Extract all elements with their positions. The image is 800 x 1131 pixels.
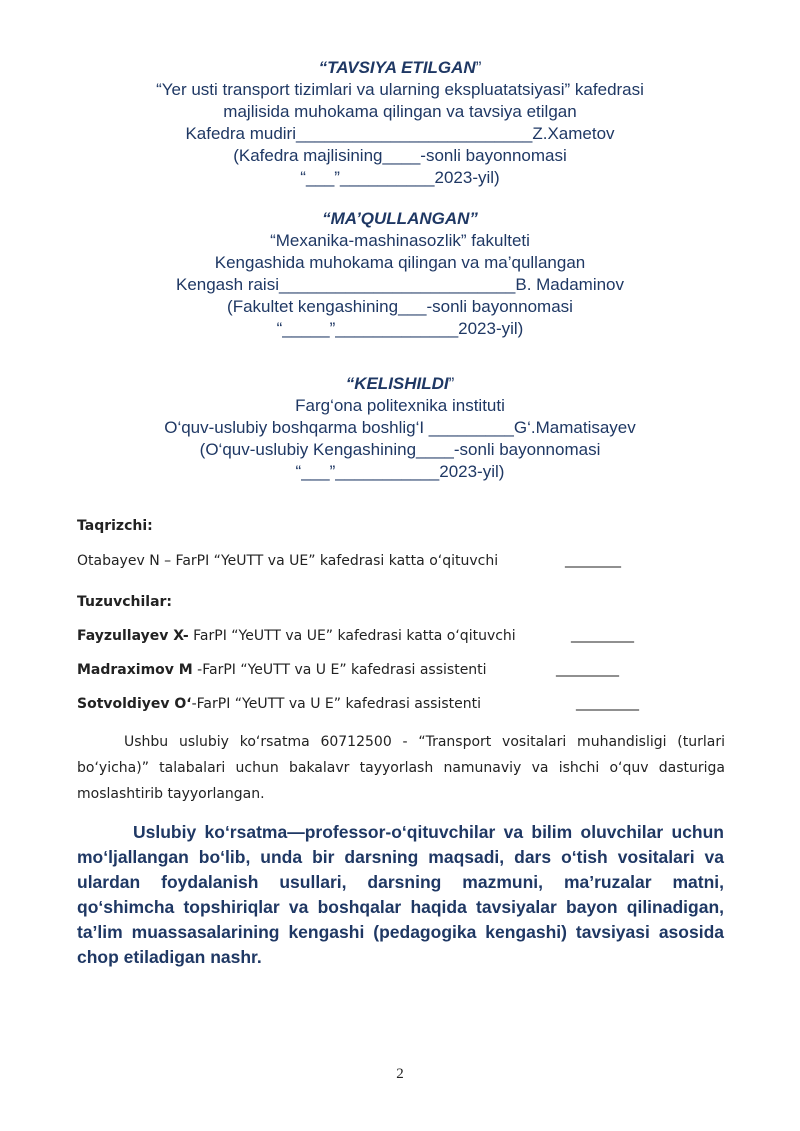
recommended-line: “___”__________2023-yil) <box>300 168 500 187</box>
agreed-heading: “KELISHILDI <box>345 374 449 393</box>
definition-paragraph: Uslubiy ko‘rsatma—professor-o‘qituvchilar va bilim oluvchilar uchun mo‘ljallangan bo‘lib, unda bir darsning maqsadi, dars o‘tish vositalari va ulardan foydalanish usullari, darsning mazmuni, ma’ruzalar matni, qo‘shimcha topshiriqlar va boshqalar haqida tavsiyalar bayon qilinadigan, ta’lim muassasalarining kengashi (pedagogika kengashi) tavsiyasi asosida chop etiladigan nashr. <box>77 822 724 967</box>
compiler-signature-line: _________ <box>576 695 639 711</box>
note-paragraph: Ushbu uslubiy ko‘rsatma 60712500 - “Transport vositalari muhandisligi (turlari bo‘yicha)” talabalari uchun bakalavr tayyorlash namunaviy va ishchi o‘quv dasturiga moslashtirib tayyorlangan. <box>77 734 725 802</box>
agreed-line: (O‘quv-uslubiy Kengashining____-sonli bayonnomasi <box>199 440 601 459</box>
compiler-signature-line: _________ <box>556 661 619 677</box>
agreed-line: “___”___________2023-yil) <box>295 462 505 481</box>
approved-line: Kengash raisi_________________________B. Madaminov <box>175 275 625 294</box>
page-number: 2 <box>396 1066 404 1082</box>
recommended-line: “Yer usti transport tizimlari va ularning ekspluatatsiyasi” kafedrasi <box>156 80 644 99</box>
recommended-line: (Kafedra majlisining____-sonli bayonnomasi <box>233 146 567 165</box>
compiler-row <box>77 628 516 644</box>
approved-line: (Fakultet kengashining___-sonli bayonnomasi <box>227 297 573 316</box>
compiler-name: Fayzullayev X- <box>77 628 189 644</box>
reviewer-label: Taqrizchi: <box>77 518 153 534</box>
agreed-heading-quote: ” <box>448 374 455 393</box>
compilers-label: Tuzuvchilar: <box>77 594 173 610</box>
agreed-line: O‘quv-uslubiy boshqarma boshlig‘I _________G‘.Mamatisayev <box>164 418 636 437</box>
recommended-heading-quote: ” <box>475 58 482 77</box>
recommended-heading-line <box>0 57 800 79</box>
recommended-line: majlisida muhokama qilingan va tavsiya etilgan <box>223 102 577 121</box>
agreed-heading-line <box>0 373 800 395</box>
agreed-block <box>0 373 800 483</box>
approved-heading-line <box>0 208 800 230</box>
compiler-desc: -FarPI “YeUTT va U E” kafedrasi assistenti <box>191 696 482 712</box>
approved-heading: “MA’QULLANGAN” <box>322 209 478 228</box>
recommended-heading: “TAVSIYA ETILGAN <box>318 58 476 77</box>
approved-line: Kengashida muhokama qilingan va ma’qullangan <box>214 253 586 272</box>
compiler-row <box>77 662 487 678</box>
approved-line: “Mexanika-mashinasozlik” fakulteti <box>270 231 530 250</box>
approved-line: “_____”_____________2023-yil) <box>276 319 524 338</box>
compiler-row <box>77 696 481 712</box>
agreed-line: Farg‘ona politexnika instituti <box>295 396 505 415</box>
compiler-desc: FarPI “YeUTT va UE” kafedrasi katta o‘qituvchi <box>188 628 516 644</box>
recommended-line: Kafedra mudiri_________________________Z.Xametov <box>185 124 615 143</box>
compiler-name: Madraximov M <box>77 662 193 678</box>
reviewer-signature-line: ________ <box>565 552 621 568</box>
compiler-desc: -FarPI “YeUTT va U E” kafedrasi assistenti <box>192 662 487 678</box>
reviewer-text: Otabayev N – FarPI “YeUTT va UE” kafedrasi katta o‘qituvchi <box>77 553 499 569</box>
compiler-name: Sotvoldiyev O‘ <box>77 696 192 712</box>
compiler-signature-line: _________ <box>571 627 634 643</box>
recommended-block <box>0 57 800 189</box>
approved-block <box>0 208 800 340</box>
